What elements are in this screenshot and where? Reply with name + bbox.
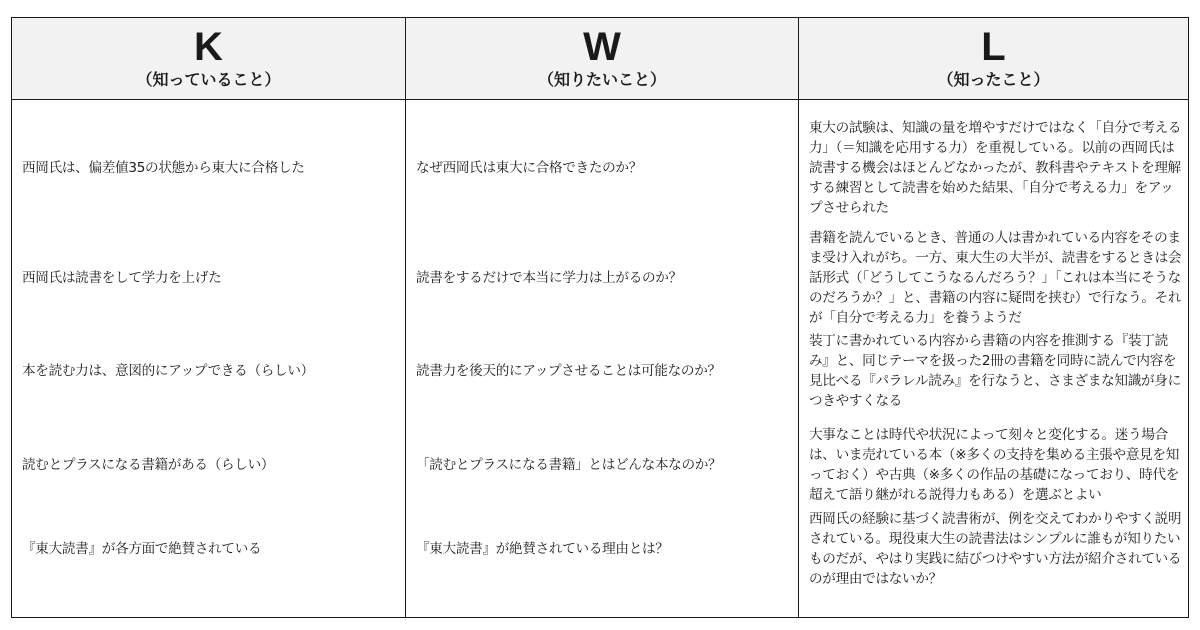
l-cell-4: 大事なことは時代や状況によって刻々と変化する。迷う場合は、いま売れている本（※多くの支持を集める主張や意見を知っておく）や古典（※多くの作品の基礎になっており、時代を超えて語り継がれる説得力もある）を選ぶとよい: [809, 427, 1180, 503]
kwl-table: [11, 17, 1189, 618]
l-cell-5: 西岡氏の経験に基づく読書術が、例を交えてわかりやすく説明されている。現役東大生の読書法はシンプルに誰もが知りたいものだが、やはり実践に結びつけやすい方法が紹介されているのが理由ではないか？: [809, 511, 1182, 587]
w-cell-5: 『東大読書』が絶賛されている理由とは？: [416, 541, 669, 557]
header-w: [406, 18, 799, 100]
header-w-subtitle: （知りたいこと）: [537, 70, 666, 89]
k-cell-4: 読むとプラスになる書籍がある（らしい）: [22, 457, 275, 473]
l-cell-3: 装丁に書かれている内容から書籍の内容を推測する『装丁読み』と、同じテーマを扱った2冊の書籍を同時に読んで内容を見比べる『パラレル読み』を行なうと、さまざまな知識が身につきやすくなる: [809, 333, 1181, 409]
w-cell-3: 読書力を後天的にアップさせることは可能なのか？: [416, 363, 721, 379]
header-k-letter: K: [194, 25, 223, 69]
w-cell-4: 「読むとプラスになる書籍」とはどんな本なのか？: [416, 457, 722, 473]
header-w-letter: W: [583, 25, 621, 69]
header-l: [799, 18, 1188, 100]
header-l-letter: L: [981, 25, 1006, 69]
l-cell-1: 東大の試験は、知識の量を増やすだけではなく「自分で考える力」（＝知識を応用する力）を重視している。以前の西岡氏は読書する機会はほとんどなかったが、教科書やテキストを理解する練習として読書を始めた結果、「自分で考える力」をアップさせられた: [809, 120, 1182, 216]
k-cell-2: 西岡氏は読書をして学力を上げた: [22, 270, 222, 286]
w-cell-2: 読書をするだけで本当に学力は上がるのか？: [416, 270, 682, 286]
header-l-subtitle: （知ったこと）: [937, 70, 1050, 89]
column-w: [406, 100, 799, 617]
l-cell-2: 書籍を読んでいるとき、普通の人は書かれている内容をそのまま受け入れがち。一方、東大生の大半が、読書をするときは会話形式（「どうしてこうなるんだろう？」「これは本当にそうなのだろうか？」と、書籍の内容に疑問を挟む）で行なう。それが「自分で考える力」を養うようだ: [809, 230, 1182, 326]
k-cell-1: 西岡氏は、偏差値35の状態から東大に合格した: [22, 160, 305, 176]
k-cell-5: 『東大読書』が各方面で絶賛されている: [22, 541, 262, 557]
w-cell-1: なぜ西岡氏は東大に合格できたのか？: [416, 160, 642, 176]
header-k: [12, 18, 406, 100]
column-k: [12, 100, 406, 617]
header-k-subtitle: （知っていること）: [136, 70, 281, 89]
k-cell-3: 本を読む力は、意図的にアップできる（らしい）: [22, 363, 314, 379]
column-l: [799, 100, 1188, 617]
